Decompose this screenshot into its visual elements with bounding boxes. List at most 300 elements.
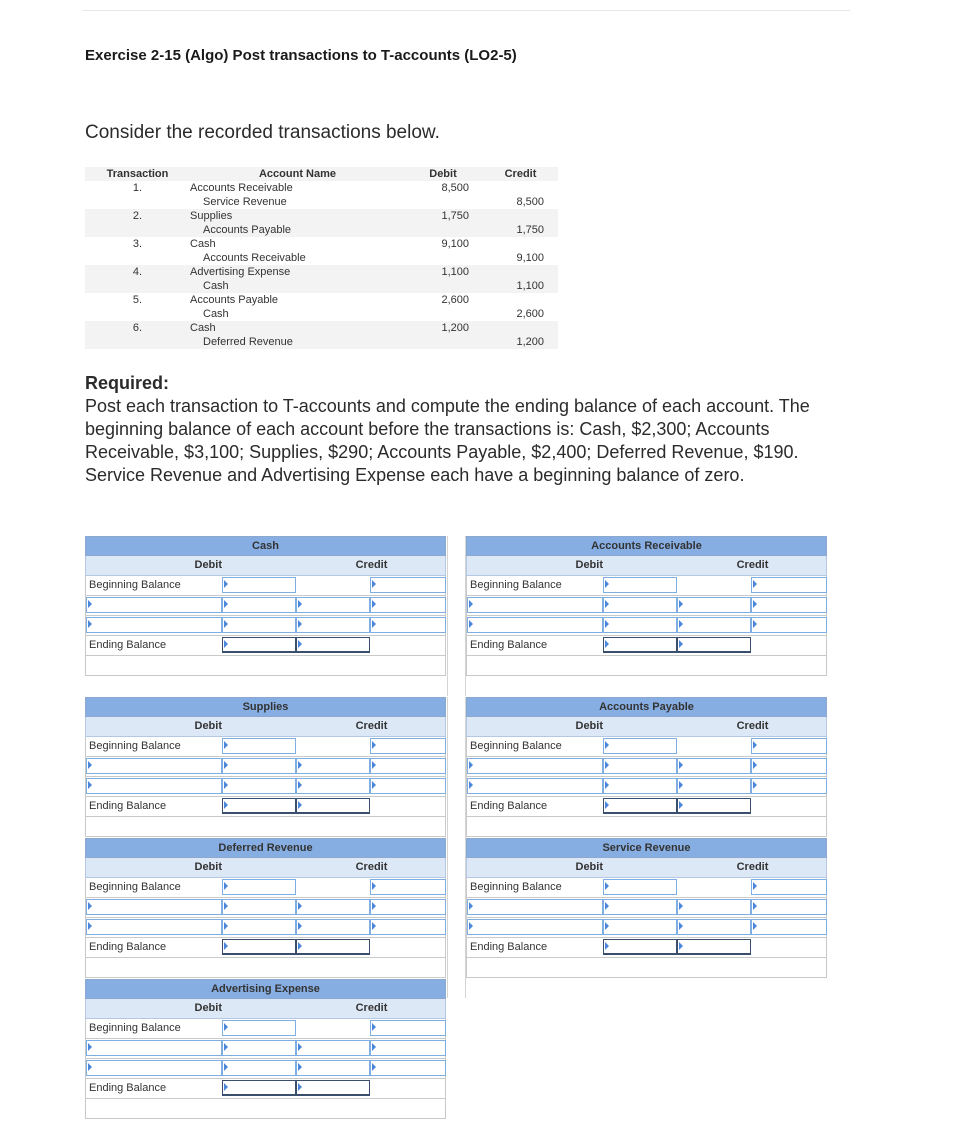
t-account-accounts-receivable [466,536,827,676]
debit-header: Debit [575,559,603,571]
account-name: Accounts Payable [190,294,279,306]
t-account-cash [85,536,446,676]
input-marker-icon [372,741,376,749]
posting-ref2-input[interactable] [370,758,446,774]
posting-row [85,918,446,938]
blank-row [85,656,446,676]
input-marker-icon [679,600,683,608]
journal-row [85,279,558,293]
posting-credit-input[interactable] [296,1060,370,1076]
posting-ref-input[interactable] [86,1040,222,1056]
beginning-credit-input[interactable] [370,1020,446,1036]
transaction-number: 1. [132,182,143,194]
input-marker-icon [469,761,473,769]
journal-row [85,265,558,279]
posting-row [85,898,446,918]
journal-row [85,195,558,209]
required-text: Post each transaction to T-accounts and compute the ending balance of each account. The beginning balance of each account before the transactions is: Cash, $2,300; Accounts Receivable, $3,100; Supplies, $290; Accounts Payable, $2,400; Deferred Revenue, $190. Service Revenue and Advertising Expense each have a beginning balance of zero. [85,396,810,485]
required-heading: Required: [85,373,170,393]
posting-ref2-input[interactable] [370,919,446,935]
input-marker-icon [605,942,609,950]
account-name: Cash [190,322,216,334]
posting-debit-input[interactable] [222,1040,296,1056]
input-marker-icon [605,761,609,769]
input-marker-icon [224,1043,228,1051]
t-account-header [85,697,446,717]
blank-row [466,817,827,837]
transaction-number: 4. [132,266,143,278]
input-marker-icon [224,781,228,789]
posting-row [466,616,827,636]
input-marker-icon [469,902,473,910]
input-marker-icon [753,620,757,628]
account-name: Cash [203,280,229,292]
blank-row [85,817,446,837]
posting-ref2-input[interactable] [370,617,446,633]
ending-balance-row [85,1079,446,1099]
posting-credit-input[interactable] [677,758,751,774]
posting-debit-input[interactable] [222,617,296,633]
posting-ref-input[interactable] [467,617,603,633]
input-marker-icon [753,902,757,910]
posting-debit-input[interactable] [222,1060,296,1076]
t-account-header [85,536,446,556]
ending-debit-input[interactable] [603,798,677,814]
debit-credit-header [466,717,827,737]
credit-amount: 1,750 [516,224,544,236]
ending-debit-input[interactable] [222,939,296,955]
input-marker-icon [372,1063,376,1071]
input-marker-icon [298,902,302,910]
account-name: Accounts Receivable [190,182,293,194]
input-marker-icon [88,1043,92,1051]
input-marker-icon [605,640,609,648]
input-marker-icon [679,781,683,789]
posting-debit-input[interactable] [603,778,677,794]
posting-debit-input[interactable] [222,778,296,794]
input-marker-icon [679,942,683,950]
debit-amount: 9,100 [441,238,469,250]
beginning-debit-input[interactable] [222,738,296,754]
input-marker-icon [224,761,228,769]
debit-credit-header [85,717,446,737]
posting-ref-input[interactable] [86,758,222,774]
input-marker-icon [298,640,302,648]
ending-debit-input[interactable] [603,637,677,653]
beginning-debit-input[interactable] [222,577,296,593]
posting-row [466,596,827,616]
input-marker-icon [372,902,376,910]
posting-row [85,1059,446,1079]
posting-ref2-input[interactable] [370,1040,446,1056]
posting-row [466,918,827,938]
posting-ref2-input[interactable] [370,597,446,613]
posting-row [85,777,446,797]
ending-credit-input[interactable] [677,939,751,955]
ending-balance-label: Ending Balance [470,941,548,953]
account-name: Advertising Expense [190,266,291,278]
posting-credit-input[interactable] [296,899,370,915]
account-name: Service Revenue [203,196,287,208]
ending-balance-row [466,636,827,656]
input-marker-icon [224,741,228,749]
debit-credit-header [85,999,446,1019]
input-marker-icon [605,580,609,588]
beginning-balance-label: Beginning Balance [89,1022,181,1034]
beginning-debit-input[interactable] [603,577,677,593]
input-marker-icon [224,882,228,890]
account-name: Accounts Receivable [203,252,306,264]
input-marker-icon [469,922,473,930]
t-account-deferred-revenue [85,838,446,978]
input-marker-icon [605,801,609,809]
input-marker-icon [88,922,92,930]
input-marker-icon [469,600,473,608]
input-marker-icon [753,580,757,588]
posting-debit-input[interactable] [603,597,677,613]
posting-debit-input[interactable] [603,617,677,633]
posting-credit-input[interactable] [677,617,751,633]
transaction-number: 3. [132,238,143,250]
col-header-debit: Debit [429,168,457,180]
input-marker-icon [372,1023,376,1031]
beginning-balance-row [466,878,827,898]
ending-balance-row [466,797,827,817]
input-marker-icon [605,620,609,628]
ending-balance-label: Ending Balance [470,639,548,651]
posting-ref2-input[interactable] [751,899,827,915]
journal-row [85,237,558,251]
beginning-balance-row [466,576,827,596]
ending-debit-input[interactable] [222,1080,296,1096]
posting-row [85,596,446,616]
debit-credit-header [466,556,827,576]
posting-ref-input[interactable] [86,899,222,915]
input-marker-icon [679,902,683,910]
input-marker-icon [372,620,376,628]
credit-header: Credit [355,720,388,732]
input-marker-icon [298,922,302,930]
beginning-balance-row [85,878,446,898]
input-marker-icon [372,1043,376,1051]
posting-debit-input[interactable] [222,758,296,774]
journal-row [85,251,558,265]
beginning-balance-label: Beginning Balance [89,740,181,752]
input-marker-icon [298,942,302,950]
input-marker-icon [298,600,302,608]
input-marker-icon [224,801,228,809]
beginning-credit-input[interactable] [370,879,446,895]
posting-credit-input[interactable] [296,778,370,794]
t-account-accounts-payable [466,697,827,837]
beginning-debit-input[interactable] [222,879,296,895]
debit-header: Debit [194,861,222,873]
posting-ref-input[interactable] [86,778,222,794]
debit-header: Debit [575,861,603,873]
col-header-account: Account Name [258,168,337,180]
journal-row [85,209,558,223]
input-marker-icon [469,620,473,628]
input-marker-icon [372,922,376,930]
input-marker-icon [224,600,228,608]
posting-ref2-input[interactable] [751,617,827,633]
debit-credit-header [85,858,446,878]
credit-header: Credit [355,861,388,873]
posting-ref2-input[interactable] [751,778,827,794]
posting-credit-input[interactable] [296,758,370,774]
input-marker-icon [88,600,92,608]
credit-header: Credit [736,720,769,732]
input-marker-icon [298,1043,302,1051]
input-marker-icon [298,801,302,809]
input-marker-icon [679,640,683,648]
posting-ref-input[interactable] [86,919,222,935]
credit-amount: 9,100 [516,252,544,264]
transaction-number: 2. [132,210,143,222]
t-account-header [466,536,827,556]
account-name: Supplies [190,210,233,222]
debit-header: Debit [194,720,222,732]
input-marker-icon [372,781,376,789]
ending-balance-row [85,938,446,958]
posting-credit-input[interactable] [296,919,370,935]
t-account-name: Accounts Payable [599,701,694,713]
intro-text: Consider the recorded transactions below. [85,122,440,143]
ending-debit-input[interactable] [603,939,677,955]
t-account-header [85,979,446,999]
beginning-credit-input[interactable] [751,577,827,593]
ending-credit-input[interactable] [296,798,370,814]
input-marker-icon [88,761,92,769]
beginning-debit-input[interactable] [222,1020,296,1036]
ending-balance-row [85,636,446,656]
beginning-balance-row [85,576,446,596]
beginning-balance-label: Beginning Balance [89,579,181,591]
input-marker-icon [753,882,757,890]
posting-ref-input[interactable] [86,1060,222,1076]
input-marker-icon [88,902,92,910]
posting-row [466,777,827,797]
posting-ref-input[interactable] [467,758,603,774]
posting-row [85,1039,446,1059]
input-marker-icon [224,942,228,950]
input-marker-icon [224,922,228,930]
credit-amount: 2,600 [516,308,544,320]
account-name: Accounts Payable [203,224,292,236]
ending-credit-input[interactable] [296,637,370,653]
beginning-balance-row [85,1019,446,1039]
debit-credit-header [466,858,827,878]
ending-credit-input[interactable] [296,939,370,955]
journal-row [85,293,558,307]
credit-header: Credit [736,559,769,571]
input-marker-icon [298,781,302,789]
credit-amount: 1,200 [516,336,544,348]
journal-row [85,307,558,321]
input-marker-icon [679,922,683,930]
posting-ref2-input[interactable] [751,758,827,774]
input-marker-icon [605,781,609,789]
debit-credit-header [85,556,446,576]
posting-ref2-input[interactable] [370,899,446,915]
ending-credit-input[interactable] [677,637,751,653]
debit-amount: 8,500 [441,182,469,194]
posting-debit-input[interactable] [222,919,296,935]
posting-ref2-input[interactable] [751,597,827,613]
ending-balance-label: Ending Balance [470,800,548,812]
posting-credit-input[interactable] [677,919,751,935]
posting-ref-input[interactable] [86,617,222,633]
input-marker-icon [753,781,757,789]
beginning-debit-input[interactable] [603,879,677,895]
col-header-credit: Credit [504,168,537,180]
input-marker-icon [605,600,609,608]
posting-credit-input[interactable] [677,778,751,794]
beginning-balance-label: Beginning Balance [470,579,562,591]
transaction-number: 6. [132,322,143,334]
t-account-name: Cash [252,540,279,552]
t-account-service-revenue [466,838,827,978]
posting-row [85,616,446,636]
required-section [85,372,845,487]
input-marker-icon [224,620,228,628]
posting-ref2-input[interactable] [370,1060,446,1076]
blank-row [85,1099,446,1119]
blank-row [466,656,827,676]
beginning-balance-row [85,737,446,757]
input-marker-icon [605,741,609,749]
blank-row [85,958,446,978]
posting-credit-input[interactable] [296,617,370,633]
t-account-header [466,697,827,717]
input-marker-icon [372,882,376,890]
posting-credit-input[interactable] [677,597,751,613]
input-marker-icon [88,781,92,789]
posting-debit-input[interactable] [603,899,677,915]
posting-row [466,757,827,777]
ending-balance-label: Ending Balance [89,941,167,953]
posting-ref-input[interactable] [467,899,603,915]
debit-amount: 1,100 [441,266,469,278]
posting-debit-input[interactable] [222,899,296,915]
posting-credit-input[interactable] [296,597,370,613]
ending-balance-row [85,797,446,817]
transaction-number: 5. [132,294,143,306]
credit-header: Credit [355,559,388,571]
t-account-name: Supplies [242,701,289,713]
ending-debit-input[interactable] [222,798,296,814]
beginning-balance-label: Beginning Balance [470,740,562,752]
input-marker-icon [679,620,683,628]
posting-ref2-input[interactable] [751,919,827,935]
beginning-credit-input[interactable] [751,879,827,895]
credit-amount: 8,500 [516,196,544,208]
credit-amount: 1,100 [516,280,544,292]
debit-amount: 1,750 [441,210,469,222]
beginning-balance-label: Beginning Balance [470,881,562,893]
input-marker-icon [224,640,228,648]
debit-header: Debit [575,720,603,732]
input-marker-icon [372,580,376,588]
journal-table [85,167,558,349]
ending-balance-label: Ending Balance [89,639,167,651]
t-account-supplies [85,697,446,837]
debit-header: Debit [194,559,222,571]
beginning-debit-input[interactable] [603,738,677,754]
input-marker-icon [224,580,228,588]
ending-balance-row [466,938,827,958]
posting-debit-input[interactable] [222,597,296,613]
input-marker-icon [88,620,92,628]
ending-debit-input[interactable] [222,637,296,653]
credit-header: Credit [736,861,769,873]
input-marker-icon [224,902,228,910]
input-marker-icon [605,902,609,910]
input-marker-icon [605,882,609,890]
posting-ref-input[interactable] [467,597,603,613]
beginning-balance-label: Beginning Balance [89,881,181,893]
input-marker-icon [753,741,757,749]
column-separator [447,838,466,998]
journal-row [85,321,558,335]
t-account-name: Advertising Expense [211,983,320,995]
column-separator [447,697,466,857]
posting-credit-input[interactable] [677,899,751,915]
journal-row [85,181,558,195]
input-marker-icon [298,1083,302,1091]
t-account-name: Accounts Receivable [591,540,702,552]
posting-ref2-input[interactable] [370,778,446,794]
input-marker-icon [298,620,302,628]
input-marker-icon [605,922,609,930]
posting-row [85,757,446,777]
top-divider [83,10,850,11]
ending-credit-input[interactable] [677,798,751,814]
column-separator [447,536,466,696]
beginning-balance-row [466,737,827,757]
ending-balance-label: Ending Balance [89,800,167,812]
input-marker-icon [753,922,757,930]
ending-credit-input[interactable] [296,1080,370,1096]
posting-debit-input[interactable] [603,758,677,774]
posting-row [466,898,827,918]
input-marker-icon [298,761,302,769]
beginning-credit-input[interactable] [751,738,827,754]
input-marker-icon [224,1083,228,1091]
credit-header: Credit [355,1002,388,1014]
account-name: Cash [203,308,229,320]
input-marker-icon [372,761,376,769]
posting-debit-input[interactable] [603,919,677,935]
input-marker-icon [298,1063,302,1071]
beginning-credit-input[interactable] [370,738,446,754]
input-marker-icon [753,761,757,769]
input-marker-icon [679,801,683,809]
posting-credit-input[interactable] [296,1040,370,1056]
col-header-transaction: Transaction [106,168,169,180]
t-account-name: Deferred Revenue [218,842,313,854]
account-name: Deferred Revenue [203,336,293,348]
input-marker-icon [88,1063,92,1071]
posting-ref-input[interactable] [467,778,603,794]
journal-header-row [85,167,558,181]
beginning-credit-input[interactable] [370,577,446,593]
input-marker-icon [753,600,757,608]
posting-ref-input[interactable] [467,919,603,935]
debit-amount: 2,600 [441,294,469,306]
t-account-name: Service Revenue [602,842,691,854]
posting-ref-input[interactable] [86,597,222,613]
